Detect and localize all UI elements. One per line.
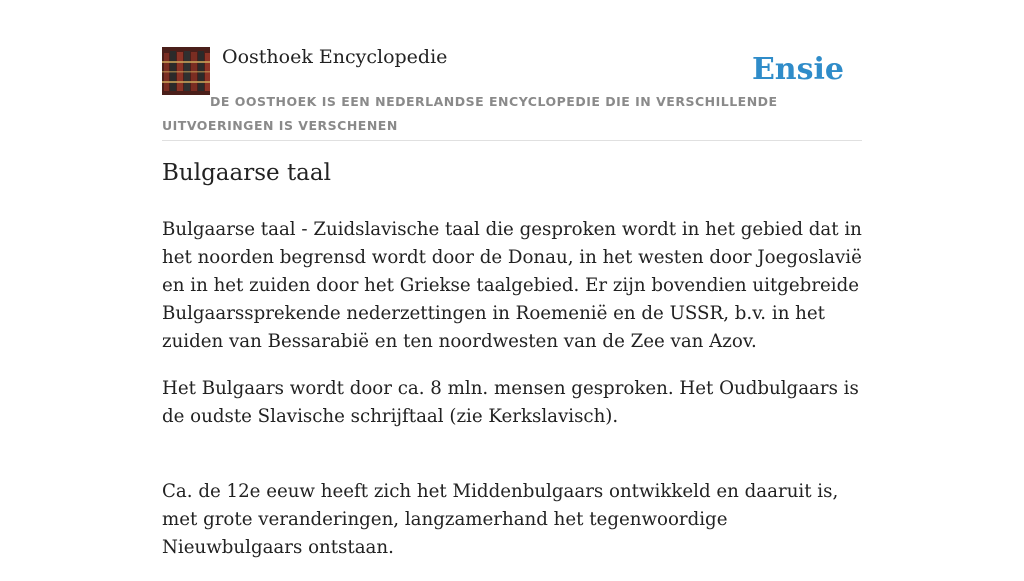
article-paragraph: Bulgaarse taal - Zuidslavische taal die gesproken wordt in het gebied dat in het noorden begrensd wordt door de Donau, in het westen door Joegoslavië en in het zuiden door het Griekse taalgebied. Er zijn bovendien uitgebreide Bulgaarssprekende nederzettingen in Roemenië en de USSR, b.v. in het zuiden van Bessarabië en ten noordwesten van de Zee van Azov. [162,219,862,352]
site-name[interactable]: Oosthoek Encyclopedie [222,46,448,68]
site-tagline: DE OOSTHOEK IS EEN NEDERLANDSE ENCYCLOPEDIE DIE IN VERSCHILLENDE UITVOERINGEN IS VERSCHENEN [162,94,778,133]
brand-logo[interactable]: Ensie [751,52,844,87]
book-spines-avatar-icon[interactable] [162,47,210,95]
article-paragraph: Het Bulgaars wordt door ca. 8 mln. mensen gesproken. Het Oudbulgaars is de oudste Slavische schrijftaal (zie Kerkslavisch). [162,378,859,427]
article-paragraph: Ca. de 12e eeuw heeft zich het Middenbulgaars ontwikkeld en daaruit is, met grote veranderingen, langzamerhand het tegenwoordige Nieuwbulgaars ontstaan. [162,481,839,558]
article-body [162,216,872,581]
site-header [162,44,862,141]
article-title: Bulgaarse taal [162,160,331,186]
